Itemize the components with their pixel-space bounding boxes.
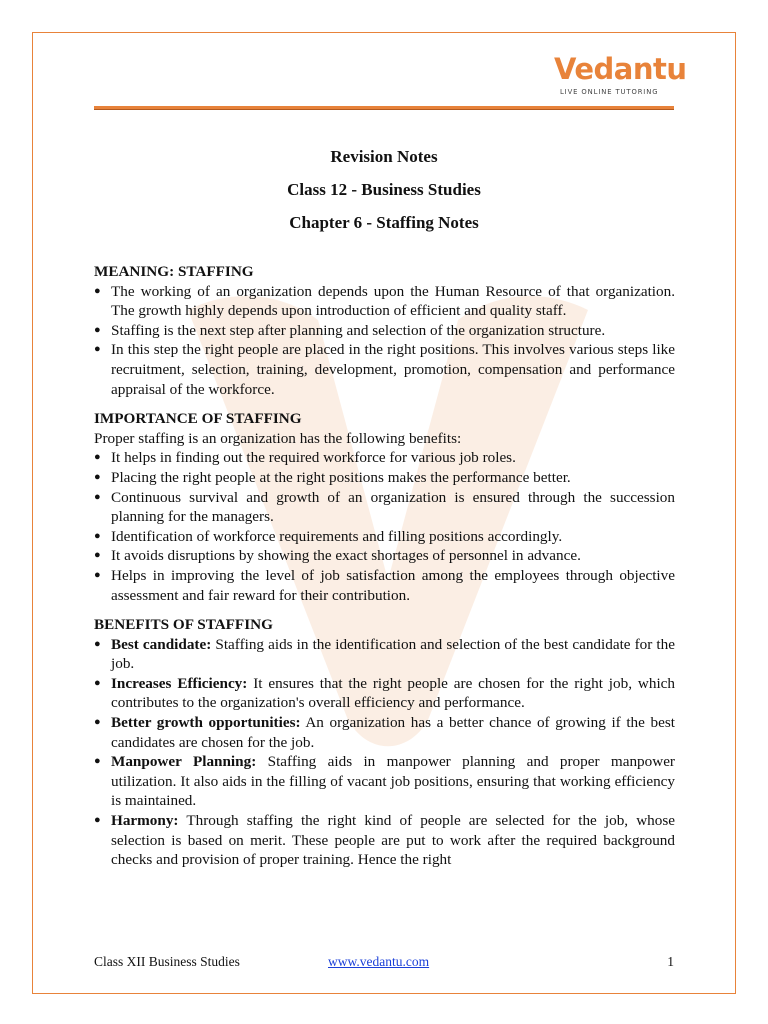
bullet-item — [94, 321, 675, 341]
bullet-list — [94, 635, 675, 870]
bullet-icon: ● — [94, 637, 101, 650]
bullet-term: Increases Efficiency: — [111, 674, 248, 692]
vedantu-logo — [554, 52, 687, 100]
bullet-item — [94, 752, 675, 811]
bullet-text: An organization has a better chance of growing if the best candidates are chosen for the job. — [111, 714, 675, 751]
bullet-icon: ● — [94, 323, 101, 336]
bullet-term: Better growth opportunities: — [111, 714, 301, 732]
bullet-text: It ensures that the right people are chosen for the right job, which contributes to the organization's overall efficiency and performance. — [111, 674, 675, 712]
section-intro: Proper staffing is an organization has the following benefits: — [94, 429, 462, 447]
bullet-term: Manpower Planning: — [111, 753, 257, 771]
notes-content — [94, 262, 675, 880]
logo-tagline: LIVE ONLINE TUTORING — [560, 88, 659, 96]
header-rule — [94, 106, 674, 110]
bullet-item — [94, 468, 675, 488]
section-heading: MEANING: STAFFING — [94, 263, 254, 280]
bullet-icon: ● — [94, 549, 101, 562]
section-heading: BENEFITS OF STAFFING — [94, 616, 273, 634]
bullet-item — [94, 635, 675, 674]
bullet-text: Through staffing the right kind of people are selected for the job, whose selection is based on merit. These people are put to work after the required background checks and provision of proper training. Hence the right — [111, 812, 675, 869]
bullet-item — [94, 566, 675, 605]
bullet-item — [94, 811, 675, 870]
bullet-list — [94, 448, 675, 605]
bullet-icon: ● — [94, 470, 101, 483]
footer-page-number: 1 — [667, 954, 674, 969]
bullet-term: Harmony: — [111, 812, 179, 830]
footer-website-link[interactable]: www.vedantu.com — [328, 954, 430, 969]
page-footer — [94, 954, 674, 972]
bullet-icon: ● — [94, 568, 101, 581]
footer-course: Class XII Business Studies — [94, 954, 240, 969]
bullet-item — [94, 340, 675, 399]
bullet-text: Identification of workforce requirements and filling positions accordingly. — [111, 527, 563, 545]
bullet-icon: ● — [94, 716, 101, 729]
bullet-icon: ● — [94, 451, 101, 464]
logo-wordmark: Vedantu — [554, 52, 687, 86]
section — [94, 615, 675, 870]
title-class-subject: Class 12 - Business Studies — [287, 180, 481, 199]
bullet-icon: ● — [94, 529, 101, 542]
bullet-text: Continuous survival and growth of an organization is ensured through the succession planning for the managers. — [111, 488, 675, 526]
bullet-text: In this step the right people are placed in the right positions. This involves various steps like recruitment, selection, training, development, promotion, compensation and performance appraisal of the workforce. — [111, 341, 675, 398]
bullet-text: It helps in finding out the required workforce for various job roles. — [111, 449, 516, 467]
bullet-item — [94, 448, 675, 468]
bullet-item — [94, 282, 675, 321]
bullet-text: Staffing aids in the identification and selection of the best candidate for the job. — [111, 635, 675, 673]
title-chapter: Chapter 6 - Staffing Notes — [289, 213, 479, 232]
bullet-icon: ● — [94, 814, 101, 827]
bullet-text: The working of an organization depends upon the Human Resource of that organization. The growth highly depends upon introduction of efficient and quality staff. — [111, 282, 675, 320]
bullet-icon: ● — [94, 343, 101, 356]
bullet-item — [94, 488, 675, 527]
bullet-list — [94, 282, 675, 400]
title-revision-notes: Revision Notes — [330, 147, 438, 166]
bullet-text: Staffing is the next step after planning and selection of the organization structure. — [111, 321, 606, 339]
bullet-item — [94, 713, 675, 752]
bullet-item — [94, 674, 675, 713]
section-heading: IMPORTANCE OF STAFFING — [94, 410, 302, 428]
bullet-text: Helps in improving the level of job satisfaction among the employees through objective assessment and fair reward for their contribution. — [111, 566, 675, 604]
bullet-term: Best candidate: — [111, 635, 212, 653]
bullet-item — [94, 546, 675, 566]
bullet-text: It avoids disruptions by showing the exact shortages of personnel in advance. — [111, 547, 581, 565]
bullet-item — [94, 527, 675, 547]
bullet-text: Staffing aids in manpower planning and proper manpower utilization. It also aids in the filling of vacant job positions, ensuring that working efficiency is maintained. — [111, 753, 675, 810]
section — [94, 262, 675, 399]
bullet-icon: ● — [94, 490, 101, 503]
title-block — [94, 140, 674, 239]
section — [94, 409, 675, 605]
bullet-text: Placing the right people at the right positions makes the performance better. — [111, 468, 571, 486]
bullet-icon: ● — [94, 755, 101, 768]
bullet-icon: ● — [94, 284, 101, 297]
bullet-icon: ● — [94, 676, 101, 689]
